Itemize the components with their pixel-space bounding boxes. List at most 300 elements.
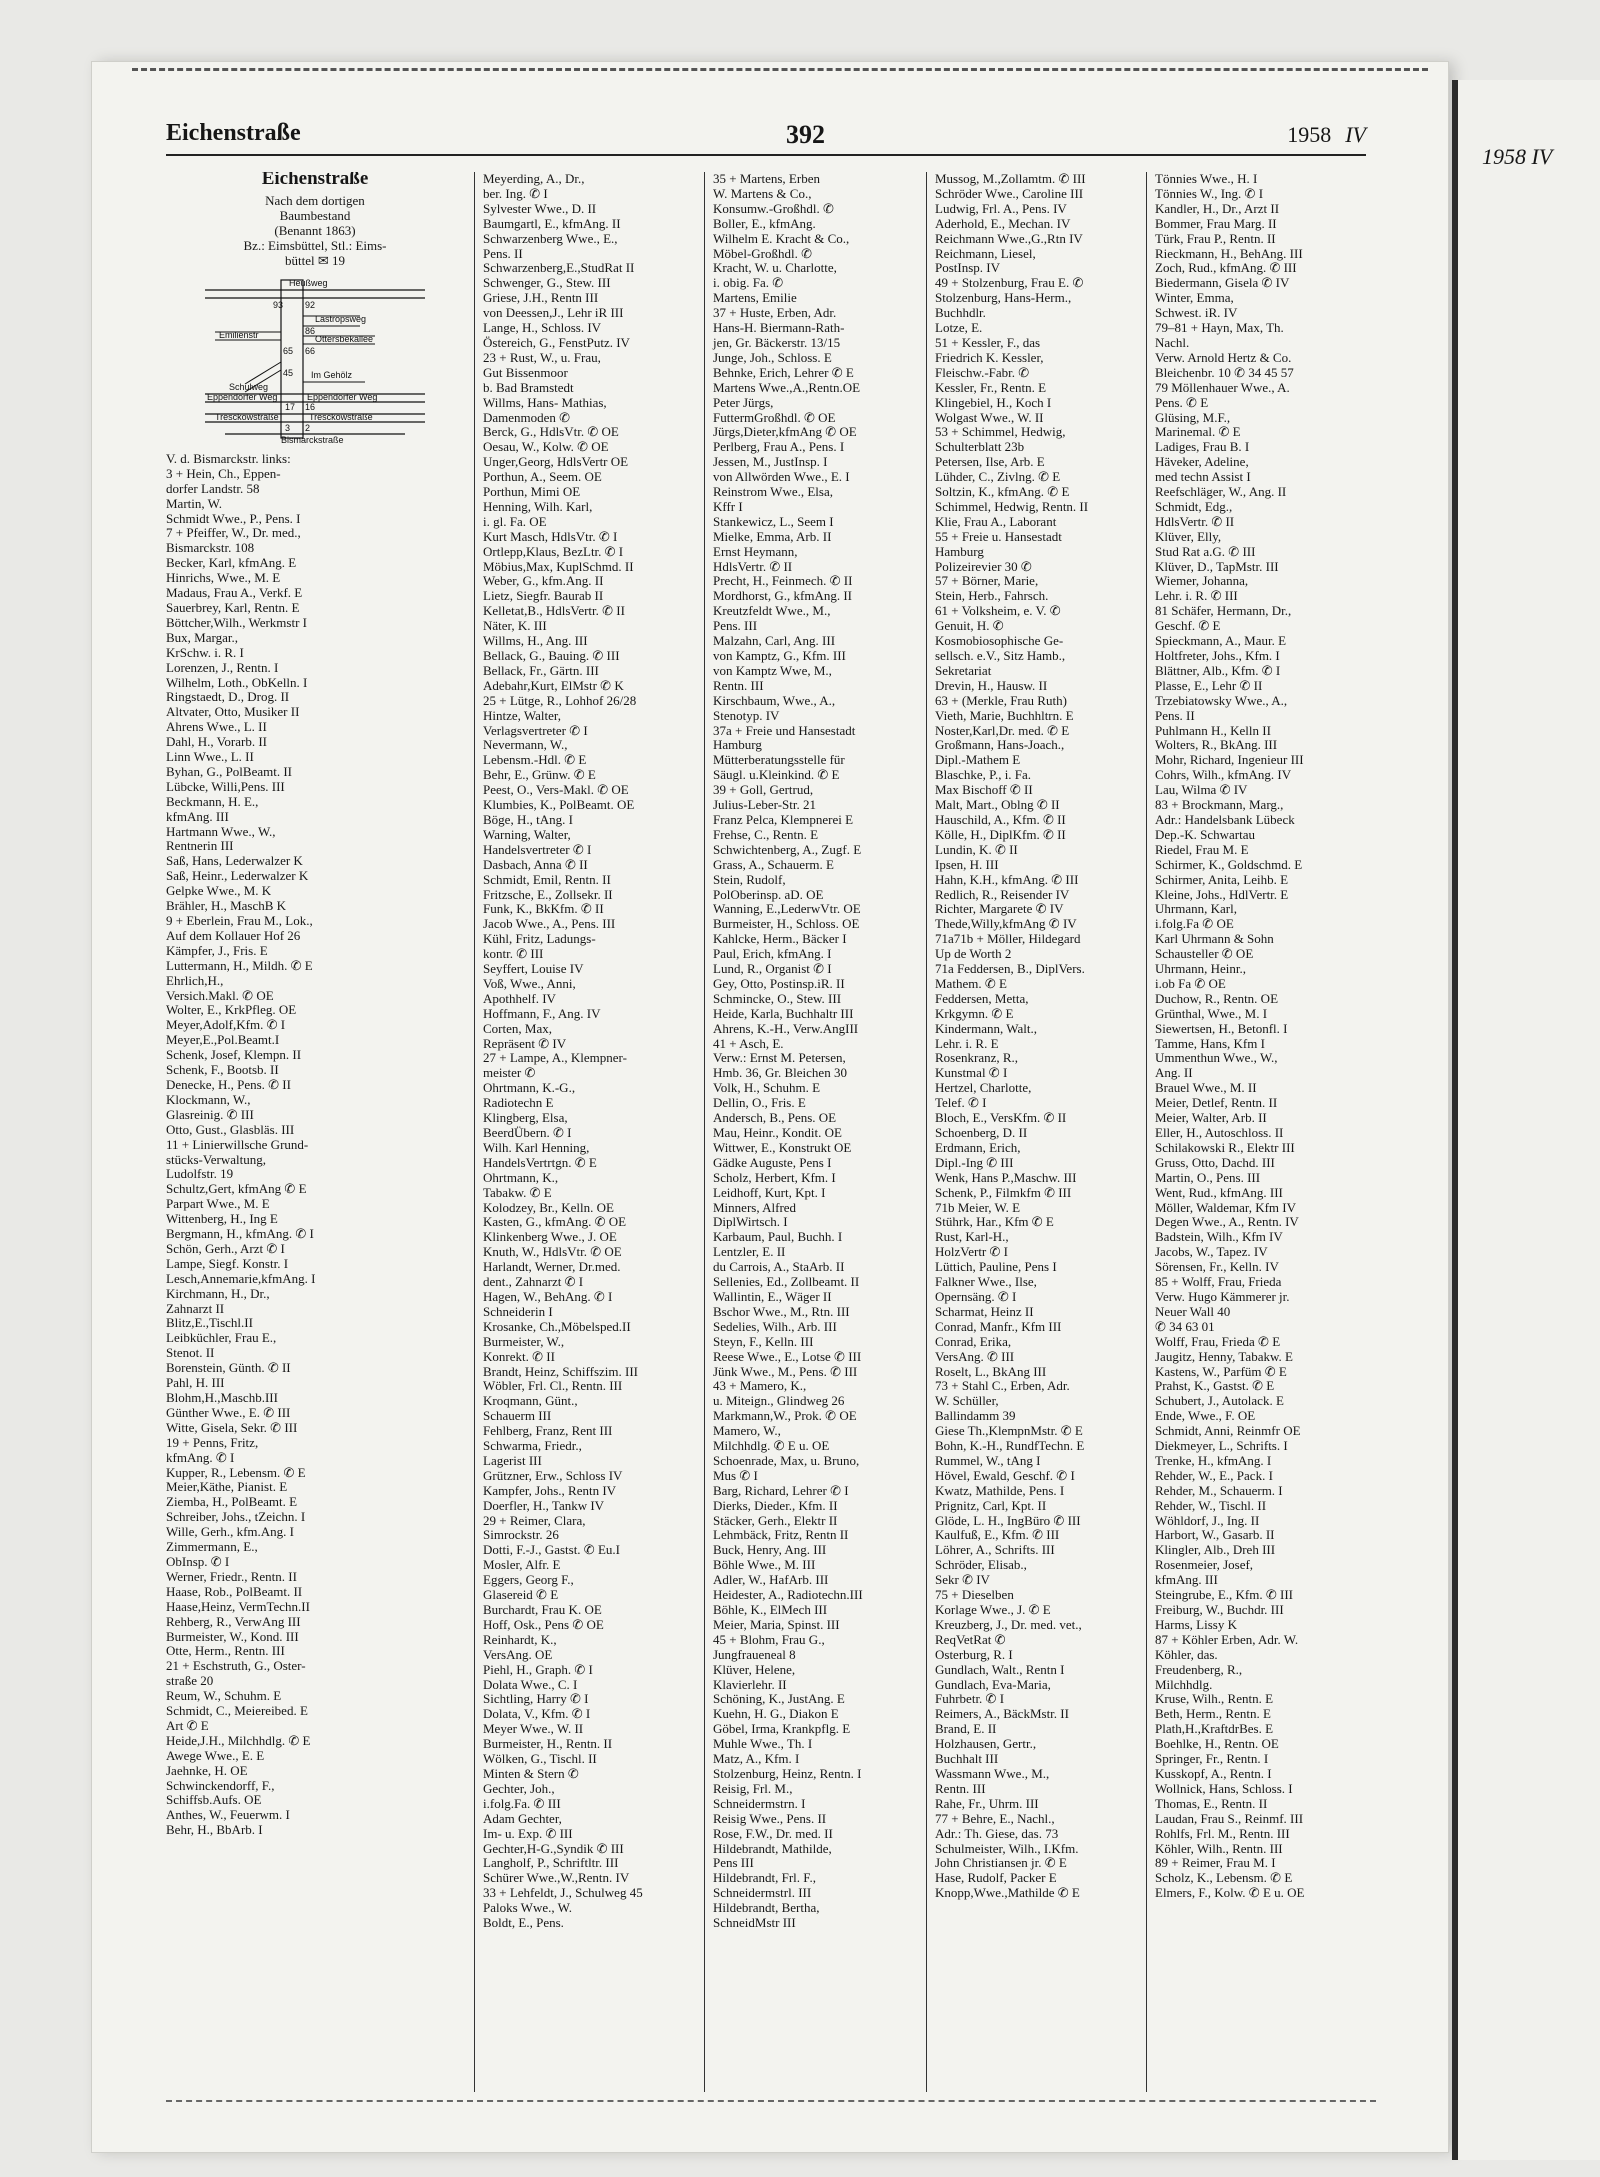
directory-entry: kfmAng. III xyxy=(166,808,229,824)
directory-entry: Schoenberg, D. II xyxy=(935,1125,1028,1140)
directory-entry: Hamburg xyxy=(935,543,984,559)
directory-entry: Blitz,E.,Tischl.II xyxy=(166,1315,253,1331)
directory-entry: Denecke, H., Pens. ✆ II xyxy=(166,1076,291,1092)
directory-entry: Dierks, Dieder., Kfm. II xyxy=(713,1497,838,1513)
bottom-dashed-rule xyxy=(166,2100,1376,2102)
directory-entry: Dasbach, Anna ✆ II xyxy=(483,856,588,872)
directory-entry: Ang. II xyxy=(1155,1065,1193,1081)
directory-entry: Linn Wwe., L. II xyxy=(166,749,254,765)
directory-entry: Schröder, Elisab., xyxy=(935,1557,1027,1573)
directory-entry: Nachl. xyxy=(1155,334,1190,350)
directory-entry: Schmidt, Emil, Rentn. II xyxy=(483,871,611,887)
directory-entry: Krkgymn. ✆ E xyxy=(935,1005,1014,1021)
directory-entry: 51 + Kessler, F., das xyxy=(935,334,1041,350)
directory-entry: Gechter, Joh., xyxy=(483,1780,555,1796)
directory-entry: Dipl.-Ing ✆ III xyxy=(935,1154,1014,1170)
directory-entry: Unger,Georg, HdlsVertr OE xyxy=(483,454,629,470)
directory-entry: jen, Gr. Bäckerstr. 13/15 xyxy=(713,334,841,350)
directory-entry: med techn Assist I xyxy=(1155,469,1251,485)
directory-entry: Willms, Hans- Mathias, xyxy=(483,394,607,410)
directory-entry: Klüver, Elly, xyxy=(1155,528,1222,544)
directory-entry: 61 + Volksheim, e. V. ✆ xyxy=(935,603,1061,619)
directory-entry: Behr, E., Grünw. ✆ E xyxy=(483,767,596,783)
directory-entry: Kölle, H., DiplKfm. ✆ II xyxy=(935,826,1066,842)
directory-entry: Freudenberg, R., xyxy=(1155,1661,1243,1677)
directory-entry: i. gl. Fa. OE xyxy=(483,513,547,529)
directory-entry: Bellack, G., Bauing. ✆ III xyxy=(483,648,620,663)
directory-entry: Burmeister, W., Kond. III xyxy=(166,1628,299,1644)
directory-entry: Malzahn, Carl, Ang. III xyxy=(713,633,836,649)
directory-entry: Friedrich K. Kessler, xyxy=(935,349,1044,365)
directory-entry: Mohr, Richard, Ingenieur III xyxy=(1155,752,1304,768)
directory-entry: Kunstmal ✆ I xyxy=(935,1065,1008,1081)
directory-entry: Lüttich, Pauline, Pens I xyxy=(935,1259,1057,1275)
directory-entry: Verw.: Ernst M. Petersen, xyxy=(713,1050,846,1066)
directory-entry: Lau, Wilma ✆ IV xyxy=(1155,782,1248,798)
directory-entry: Boehlke, H., Rentn. OE xyxy=(1155,1736,1279,1752)
directory-entry: Dolata, V., Kfm. ✆ I xyxy=(483,1706,591,1722)
directory-entry: Kasten, G., kfmAng. ✆ OE xyxy=(483,1214,627,1230)
directory-entry: W. Martens & Co., xyxy=(713,185,812,201)
directory-entry: Meier,Käthe, Pianist. E xyxy=(166,1479,288,1495)
directory-entry: i.folg.Fa. ✆ III xyxy=(483,1795,561,1811)
directory-entry: FuttermGroßhdl. ✆ OE xyxy=(713,409,836,425)
directory-entry: Schürer Wwe.,W.,Rentn. IV xyxy=(483,1870,630,1886)
directory-entry: Drevin, H., Hausw. II xyxy=(935,677,1048,693)
directory-entry: Volk, H., Schuhm. E xyxy=(713,1080,821,1096)
directory-entry: Sedelies, Wilh., Arb. III xyxy=(713,1318,837,1334)
directory-entry: Hamburg xyxy=(713,737,762,753)
directory-entry: Ehrlich,H., xyxy=(166,972,224,988)
directory-entry: Boldt, E., Pens. xyxy=(483,1915,564,1931)
directory-entry: Meyer,Adolf,Kfm. ✆ I xyxy=(166,1017,286,1033)
directory-entry: 53 + Schimmel, Hedwig, xyxy=(935,424,1066,440)
header-street-name: Eichenstraße xyxy=(166,120,301,146)
directory-entry: Sichtling, Harry ✆ I xyxy=(483,1691,589,1707)
directory-entry: Lübcke, Willi,Pens. III xyxy=(166,778,285,794)
directory-entry: Genuit, H. ✆ xyxy=(935,618,1004,634)
directory-entry: Muhle Wwe., Th. I xyxy=(713,1736,813,1752)
directory-entry: sellsch. e.V., Sitz Hamb., xyxy=(935,648,1066,663)
directory-entry: Ahrens Wwe., L. II xyxy=(166,719,267,735)
directory-entry: Andersch, B., Pens. OE xyxy=(713,1110,837,1126)
directory-entry: 27 + Lampe, A., Klempner- xyxy=(483,1050,627,1066)
directory-entry: Schenk, Josef, Klempn. II xyxy=(166,1047,302,1063)
page-header xyxy=(166,120,1366,156)
directory-entry: Bschor Wwe., M., Rtn. III xyxy=(713,1303,850,1319)
directory-entry: kfmAng. III xyxy=(1155,1572,1218,1588)
street-map xyxy=(185,274,445,444)
directory-entry: Wilhelm, Loth., ObKelln. I xyxy=(166,674,308,690)
directory-entry: Mütterberatungsstelle für xyxy=(713,752,845,768)
directory-entry: Dolata Wwe., C. I xyxy=(483,1676,578,1692)
directory-entry: VersAng. OE xyxy=(483,1646,553,1662)
directory-entry: Bohn, K.-H., RundfTechn. E xyxy=(935,1438,1085,1454)
map-label: 93 xyxy=(273,299,284,310)
directory-entry: Boller, E., kfmAng. xyxy=(713,215,816,231)
entries-column-3 xyxy=(704,172,925,2092)
directory-entry: Conrad, Manfr., Kfm III xyxy=(935,1318,1062,1334)
directory-entry: Dipl.-Mathem E xyxy=(935,752,1021,768)
entries-column-1 xyxy=(166,452,464,1838)
directory-entry: Böhle Wwe., M. III xyxy=(713,1557,816,1573)
directory-entry: Luttermann, H., Mildh. ✆ E xyxy=(166,957,313,973)
directory-entry: Gut Bissenmoor xyxy=(483,364,568,380)
directory-entry: Madaus, Frau A., Verkf. E xyxy=(166,585,303,601)
directory-entry: 79–81 + Hayn, Max, Th. xyxy=(1155,320,1284,336)
directory-entry: Stührk, Har., Kfm ✆ E xyxy=(935,1214,1054,1230)
directory-entry: Reese Wwe., E., Lotse ✆ III xyxy=(713,1348,862,1364)
directory-entry: Brandt, Heinz, Schiffszim. III xyxy=(483,1363,638,1379)
directory-entry: Max Bischoff ✆ II xyxy=(935,782,1033,798)
directory-entry: Steingrube, E., Kfm. ✆ III xyxy=(1155,1587,1293,1603)
directory-entry: Berck, G., HdlsVtr. ✆ OE xyxy=(483,424,619,440)
directory-entry: Hoffmann, F., Ang. IV xyxy=(483,1005,601,1021)
directory-entry: Kroqmann, Günt., xyxy=(483,1393,578,1409)
directory-entry: Anthes, W., Feuerwm. I xyxy=(166,1807,290,1823)
directory-entry: Löhrer, A., Schrifts. III xyxy=(935,1542,1055,1558)
directory-entry: Beckmann, H. E., xyxy=(166,793,259,809)
directory-entry: Burmeister, W., xyxy=(483,1333,565,1349)
directory-entry: Reichmann Wwe.,G.,Rtn IV xyxy=(935,230,1083,246)
directory-entry: Wolff, Frau, Frieda ✆ E xyxy=(1155,1333,1281,1349)
directory-entry: Peest, O., Vers-Makl. ✆ OE xyxy=(483,782,629,798)
directory-entry: Heide,J.H., Milchhdlg. ✆ E xyxy=(166,1732,311,1748)
directory-entry: Schwarzenberg,E.,StudRat II xyxy=(483,260,635,276)
directory-entry: Rohlfs, Frl. M., Rentn. III xyxy=(1155,1825,1290,1841)
directory-entry: Buchhdlr. xyxy=(935,305,986,321)
directory-entry: Thomas, E., Rentn. II xyxy=(1155,1795,1268,1811)
directory-entry: Stolzenburg, Heinz, Rentn. I xyxy=(713,1765,862,1781)
directory-entry: Schulmeister, Wilh., I.Kfm. xyxy=(935,1840,1079,1856)
directory-entry: Auf dem Kollauer Hof 26 xyxy=(166,927,301,943)
directory-entry: Aderhold, E., Mechan. IV xyxy=(935,215,1071,231)
street-district-info xyxy=(166,238,464,268)
adjacent-page-header: 1958 IV xyxy=(1482,144,1553,169)
directory-entry: Dahl, H., Vorarb. II xyxy=(166,734,267,750)
entries-column-5 xyxy=(1146,172,1381,2092)
directory-entry: ReqVetRat ✆ xyxy=(935,1631,1006,1647)
directory-entry: 33 + Lehfeldt, J., Schulweg 45 xyxy=(483,1885,643,1901)
directory-entry: Schultz,Gert, kfmAng ✆ E xyxy=(166,1181,307,1197)
directory-entry: 89 + Reimer, Frau M. I xyxy=(1155,1855,1276,1871)
directory-entry: ber. Ing. ✆ I xyxy=(483,185,548,201)
directory-entry: Mus ✆ I xyxy=(713,1467,758,1483)
directory-entry: b. Bad Bramstedt xyxy=(483,379,574,395)
directory-entry: Klingebiel, H., Koch I xyxy=(935,394,1052,410)
directory-entry: Malt, Mart., Oblng ✆ II xyxy=(935,797,1060,813)
directory-entry: Meier, Walter, Arb. II xyxy=(1155,1110,1267,1126)
directory-entry: Reisig Wwe., Pens. II xyxy=(713,1810,827,1826)
directory-entry: Verw. Arnold Hertz & Co. xyxy=(1155,349,1292,365)
directory-entry: Blaschke, P., i. Fa. xyxy=(935,767,1032,783)
directory-entry: Adr.: Handelsbank Lübeck xyxy=(1155,811,1295,827)
directory-entry: Schneiderin I xyxy=(483,1303,553,1319)
directory-entry: Fehlberg, Franz, Rent III xyxy=(483,1423,613,1439)
directory-entry: Altvater, Otto, Musiker II xyxy=(166,704,300,720)
directory-entry: Polizeirevier 30 ✆ xyxy=(935,558,1032,574)
directory-entry: Funk, K., BkKfm. ✆ II xyxy=(483,901,604,917)
directory-entry: Kirchmann, H., Dr., xyxy=(166,1285,270,1301)
directory-entry: Pens. II xyxy=(483,245,523,261)
directory-entry: Glasereid ✆ E xyxy=(483,1587,559,1603)
directory-entry: Perlberg, Frau A., Pens. I xyxy=(713,439,845,455)
directory-entry: Telef. ✆ I xyxy=(935,1095,987,1111)
directory-entry: Uhrmann, Heinr., xyxy=(1155,961,1246,977)
directory-entry: Schwarzenberg Wwe., E., xyxy=(483,230,618,246)
directory-entry: 9 + Eberlein, Frau M., Lok., xyxy=(166,913,313,928)
directory-entry: Wölken, G., Tischl. II xyxy=(483,1751,597,1767)
page-number: 392 xyxy=(786,120,825,149)
directory-entry: Stäcker, Gerh., Elektr II xyxy=(713,1512,838,1528)
directory-entry: Mosler, Alfr. E xyxy=(483,1557,561,1573)
directory-entry: Kreuzberg, J., Dr. med. vet., xyxy=(935,1616,1082,1632)
directory-entry: Rehberg, R., VerwAng III xyxy=(166,1613,301,1629)
directory-entry: Gundlach, Eva-Maria, xyxy=(935,1676,1051,1692)
map-label: Bismarckstraße xyxy=(281,434,344,444)
directory-entry: Rosenkranz, R., xyxy=(935,1050,1019,1066)
directory-entry: Giese Th.,KlempnMstr. ✆ E xyxy=(935,1423,1083,1439)
directory-entry: Köhler, das. xyxy=(1155,1646,1218,1662)
directory-entry: Günther Wwe., E. ✆ III xyxy=(166,1404,291,1420)
directory-entry: Schmidt, Edg., xyxy=(1155,498,1233,514)
directory-entry: Nevermann, W., xyxy=(483,737,568,753)
directory-entry: Klüver, Helene, xyxy=(713,1661,796,1677)
directory-entry: Kruse, Wilh., Rentn. E xyxy=(1155,1691,1274,1707)
directory-entry: Ballindamm 39 xyxy=(935,1408,1016,1424)
directory-entry: Sekr ✆ IV xyxy=(935,1572,990,1588)
directory-entry: Scholz, Herbert, Kfm. I xyxy=(713,1169,836,1185)
directory-entry: Pens. ✆ E xyxy=(1155,394,1209,410)
directory-entry: John Christiansen jr. ✆ E xyxy=(935,1855,1067,1871)
directory-entry: Kandler, H., Dr., Arzt II xyxy=(1155,200,1280,216)
directory-entry: Lentzler, E. II xyxy=(713,1244,786,1260)
directory-entry: Griese, J.H., Rentn III xyxy=(483,290,599,306)
directory-entry: Otto, Gust., Glasbläs. III xyxy=(166,1121,295,1137)
street-info-line: büttel ✉ 19 xyxy=(285,252,345,268)
directory-entry: 23 + Rust, W., u. Frau, xyxy=(483,349,601,365)
directory-entry: Minners, Alfred xyxy=(713,1199,797,1215)
directory-entry: Möbius,Max, KuplSchmd. II xyxy=(483,558,634,574)
directory-entry: Badstein, Wilh., Kfm IV xyxy=(1155,1229,1283,1245)
directory-entry: Heide, Karla, Buchhaltr III xyxy=(713,1005,854,1021)
directory-entry: Ende, Wwe., F. OE xyxy=(1155,1408,1256,1424)
directory-entry: Ortlepp,Klaus, BezLtr. ✆ I xyxy=(483,543,624,559)
directory-entry: Wittwer, E., Konstrukt OE xyxy=(713,1139,852,1155)
directory-entry: Porthun, A., Seem. OE xyxy=(483,469,602,485)
directory-entry: Klingberg, Elsa, xyxy=(483,1110,568,1126)
directory-entry: von Kamptz, G., Kfm. III xyxy=(713,648,846,663)
directory-entry: Up de Worth 2 xyxy=(935,946,1012,962)
directory-entry: Knopp,Wwe.,Mathilde ✆ E xyxy=(935,1885,1080,1901)
directory-entry: Beth, Herm., Rentn. E xyxy=(1155,1706,1271,1722)
directory-entry: Klinkenberg Wwe., J. OE xyxy=(483,1229,617,1245)
directory-entry: i.ob Fa ✆ OE xyxy=(1155,975,1226,991)
directory-entry: Franz Pelca, Klempnerei E xyxy=(713,811,854,827)
directory-entry: Degen Wwe., A., Rentn. IV xyxy=(1155,1214,1299,1230)
directory-entry: Rehder, M., Schauerm. I xyxy=(1155,1482,1283,1498)
directory-entry: Hagen, W., BehAng. ✆ I xyxy=(483,1288,613,1304)
directory-entry: Sekretariat xyxy=(935,662,992,678)
directory-entry: ObInsp. ✆ I xyxy=(166,1553,230,1569)
directory-entry: Borenstein, Günth. ✆ II xyxy=(166,1360,291,1376)
directory-entry: Fritzsche, E., Zollsekr. II xyxy=(483,886,613,902)
directory-entry: Otte, Herm., Rentn. III xyxy=(166,1643,285,1659)
directory-entry: Pens III xyxy=(713,1855,754,1871)
directory-entry: Jaehnke, H. OE xyxy=(166,1762,248,1778)
directory-entry: 83 + Brockmann, Marg., xyxy=(1155,797,1284,813)
directory-entry: Ziemba, H., PolBeamt. E xyxy=(166,1494,298,1510)
directory-entry: i. obig. Fa. ✆ xyxy=(713,275,784,291)
directory-entry: Jünk Wwe., M., Pens. ✆ III xyxy=(713,1363,858,1379)
directory-entry: Hertzel, Charlotte, xyxy=(935,1080,1032,1096)
adjacent-page-edge xyxy=(1452,80,1600,2160)
directory-entry: Burmeister, H., Schloss. OE xyxy=(713,916,860,932)
map-label: 92 xyxy=(305,299,316,310)
directory-entry: dorfer Landstr. 58 xyxy=(166,480,260,496)
directory-entry: Elmers, F., Kolw. ✆ E u. OE xyxy=(1155,1885,1305,1901)
directory-entry: Lebensm.-Hdl. ✆ E xyxy=(483,752,587,768)
directory-entry: Handelsvertreter ✆ I xyxy=(483,841,592,857)
directory-entry: Bommer, Frau Marg. II xyxy=(1155,215,1277,231)
directory-entry: Meier, Detlef, Rentn. II xyxy=(1155,1095,1278,1111)
directory-entry: Laudan, Frau S., Reinmf. III xyxy=(1155,1810,1304,1826)
directory-entry: 79 Möllenhauer Wwe., A. xyxy=(1155,379,1290,395)
directory-entry: Grützner, Erw., Schloss IV xyxy=(483,1467,623,1483)
directory-entry: Wille, Gerh., kfm.Ang. I xyxy=(166,1524,295,1540)
directory-entry: Redlich, R., Reisender IV xyxy=(935,886,1070,902)
directory-entry: 3 + Hein, Ch., Eppen- xyxy=(166,465,281,481)
directory-entry: Buck, Henry, Ang. III xyxy=(713,1542,827,1558)
directory-entry: Freiburg, W., Buchdr. III xyxy=(1155,1602,1284,1617)
directory-entry: Gruss, Otto, Dachd. III xyxy=(1155,1154,1275,1170)
directory-entry: Winter, Emma, xyxy=(1155,290,1234,306)
directory-entry: Sellenies, Ed., Zollbeamt. II xyxy=(713,1274,860,1290)
directory-entry: HandelsVertrtgn. ✆ E xyxy=(483,1154,597,1170)
directory-entry: Conrad, Erika, xyxy=(935,1333,1012,1349)
directory-entry: Rieckmann, H., BehAng. III xyxy=(1155,245,1303,261)
directory-entry: Stein, Herb., Fahrsch. xyxy=(935,588,1049,604)
directory-entry: Burmeister, H., Rentn. II xyxy=(483,1736,613,1752)
directory-entry: Schröder Wwe., Caroline III xyxy=(935,185,1084,201)
directory-entry: Schmincke, O., Stew. III xyxy=(713,990,842,1006)
directory-entry: Hildebrandt, Bertha, xyxy=(713,1900,820,1916)
directory-entry: BeerdÜbern. ✆ I xyxy=(483,1125,572,1140)
directory-entry: SchneidMstr III xyxy=(713,1915,796,1931)
directory-entry: 49 + Stolzenburg, Frau E. ✆ xyxy=(935,275,1084,291)
directory-entry: Kuehn, H. G., Diakon E xyxy=(713,1706,839,1722)
directory-entry: Jacobs, W., Tapez. IV xyxy=(1155,1244,1268,1260)
directory-entry: Soltzin, K., kfmAng. ✆ E xyxy=(935,484,1070,500)
directory-entry: Stenotyp. IV xyxy=(713,707,780,723)
directory-entry: Lehmbäck, Fritz, Rentn II xyxy=(713,1527,849,1543)
map-label: 65 xyxy=(283,345,294,356)
directory-entry: Kämpfer, J., Fris. E xyxy=(166,942,268,958)
map-label: Schulweg xyxy=(229,381,269,392)
directory-entry: Siewertsen, H., Betonfl. I xyxy=(1155,1020,1288,1036)
map-label: 86 xyxy=(305,325,316,336)
directory-entry: Holzhausen, Gertr., xyxy=(935,1736,1037,1752)
directory-entry: Schmidt Wwe., P., Pens. I xyxy=(166,510,301,526)
directory-entry: Baumgartl, E., kfmAng. II xyxy=(483,215,621,231)
directory-entry: Wanning, E.,LederwVtr. OE xyxy=(713,901,861,917)
directory-entry: Bux, Margar., xyxy=(166,629,238,645)
directory-entry: Sylvester Wwe., D. II xyxy=(483,200,597,216)
directory-entry: Ohrtmann, K.-G., xyxy=(483,1080,576,1096)
directory-entry: Osterburg, R. I xyxy=(935,1646,1013,1662)
directory-entry: Schenk, F., Bootsb. II xyxy=(166,1062,279,1078)
directory-entry: Hase, Rudolf, Packer E xyxy=(935,1870,1057,1886)
directory-entry: Ahrens, K.-H., Verw.AngIII xyxy=(713,1020,859,1036)
directory-entry: Adebahr,Kurt, ElMstr ✆ K xyxy=(483,677,624,693)
directory-entry: Kffr I xyxy=(713,498,743,514)
directory-entry: Plath,H.,KraftdrBes. E xyxy=(1155,1721,1274,1737)
directory-entry: Klingler, Alb., Dreh III xyxy=(1155,1542,1276,1558)
directory-entry: Julius-Leber-Str. 21 xyxy=(713,797,817,813)
directory-entry: Rentn. III xyxy=(713,677,764,693)
directory-entry: Adr.: Th. Giese, das. 73 xyxy=(935,1825,1059,1841)
map-label: Im Gehölz xyxy=(311,369,353,380)
directory-entry: Knuth, W., HdlsVtr. ✆ OE xyxy=(483,1244,622,1260)
street-note-line: Baumbestand xyxy=(279,207,351,223)
directory-entry: Kosmobiosophische Ge- xyxy=(935,633,1064,649)
directory-entry: Opernsäng. ✆ I xyxy=(935,1288,1017,1304)
directory-entry: Meyerding, A., Dr., xyxy=(483,172,585,186)
directory-entry: Adam Gechter, xyxy=(483,1810,562,1826)
directory-entry: Schilakowski R., Elektr III xyxy=(1155,1139,1295,1155)
directory-entry: PostInsp. IV xyxy=(935,260,1001,276)
top-dashed-rule xyxy=(132,68,1428,71)
map-label: 16 xyxy=(305,401,316,412)
directory-entry: 43 + Mamero, K., xyxy=(713,1378,807,1394)
map-label: Eppendorfer Weg xyxy=(207,391,278,402)
directory-entry: HdlsVertr. ✆ II xyxy=(713,558,793,574)
directory-entry: Östereich, G., FenstPutz. IV xyxy=(483,334,630,350)
directory-entry: Mathem. ✆ E xyxy=(935,975,1007,991)
directory-entry: Schwenger, G., Stew. III xyxy=(483,275,611,291)
directory-entry: Kahlcke, Herm., Bäcker I xyxy=(713,931,847,947)
directory-entry: Wenk, Hans P.,Maschw. III xyxy=(935,1169,1077,1185)
directory-entry: Prahst, K., Gastst. ✆ E xyxy=(1155,1378,1275,1394)
directory-entry: Rehder, W., Tischl. II xyxy=(1155,1497,1267,1513)
directory-entry: Markmann,W., Prok. ✆ OE xyxy=(713,1408,857,1424)
directory-entry: Mamero, W., xyxy=(713,1423,781,1439)
directory-entry: Böhle, K., ElMech III xyxy=(713,1602,828,1617)
directory-entry: Simrockstr. 26 xyxy=(483,1527,559,1543)
directory-entry: 71b Meier, W. E xyxy=(935,1199,1021,1215)
directory-entry: Karl Uhrmann & Sohn xyxy=(1155,931,1274,947)
directory-entry: Holtfreter, Johs., Kfm. I xyxy=(1155,648,1280,663)
directory-entry: Schenk, P., Filmkfm ✆ III xyxy=(935,1184,1072,1200)
directory-entry: HdlsVertr. ✆ II xyxy=(1155,513,1235,529)
directory-entry: Saß, Heinr., Lederwalzer K xyxy=(166,868,309,884)
directory-entry: 57 + Börner, Marie, xyxy=(935,573,1039,589)
directory-entry: Hartmann Wwe., W., xyxy=(166,823,276,839)
directory-entry: Wiemer, Johanna, xyxy=(1155,573,1249,589)
directory-entry: 37a + Freie und Hansestadt xyxy=(713,722,856,738)
directory-entry: Scholz, K., Lebensm. ✆ E xyxy=(1155,1870,1293,1886)
directory-entry: 39 + Goll, Gertrud, xyxy=(713,782,814,798)
directory-entry: Meyer Wwe., W. II xyxy=(483,1721,584,1737)
directory-entry: Gädke Auguste, Pens I xyxy=(713,1154,832,1170)
directory-entry: ✆ 34 63 01 xyxy=(1155,1318,1215,1334)
directory-entry: Behnke, Erich, Lehrer ✆ E xyxy=(713,364,854,380)
directory-entry: Ludwig, Frl. A., Pens. IV xyxy=(935,200,1067,216)
directory-entry: Awege Wwe., E. E xyxy=(166,1747,265,1763)
directory-entry: Lühder, C., Zivlng. ✆ E xyxy=(935,469,1061,485)
directory-entry: von Kamptz Wwe, M., xyxy=(713,662,832,678)
directory-entry: Dellin, O., Fris. E xyxy=(713,1095,806,1111)
